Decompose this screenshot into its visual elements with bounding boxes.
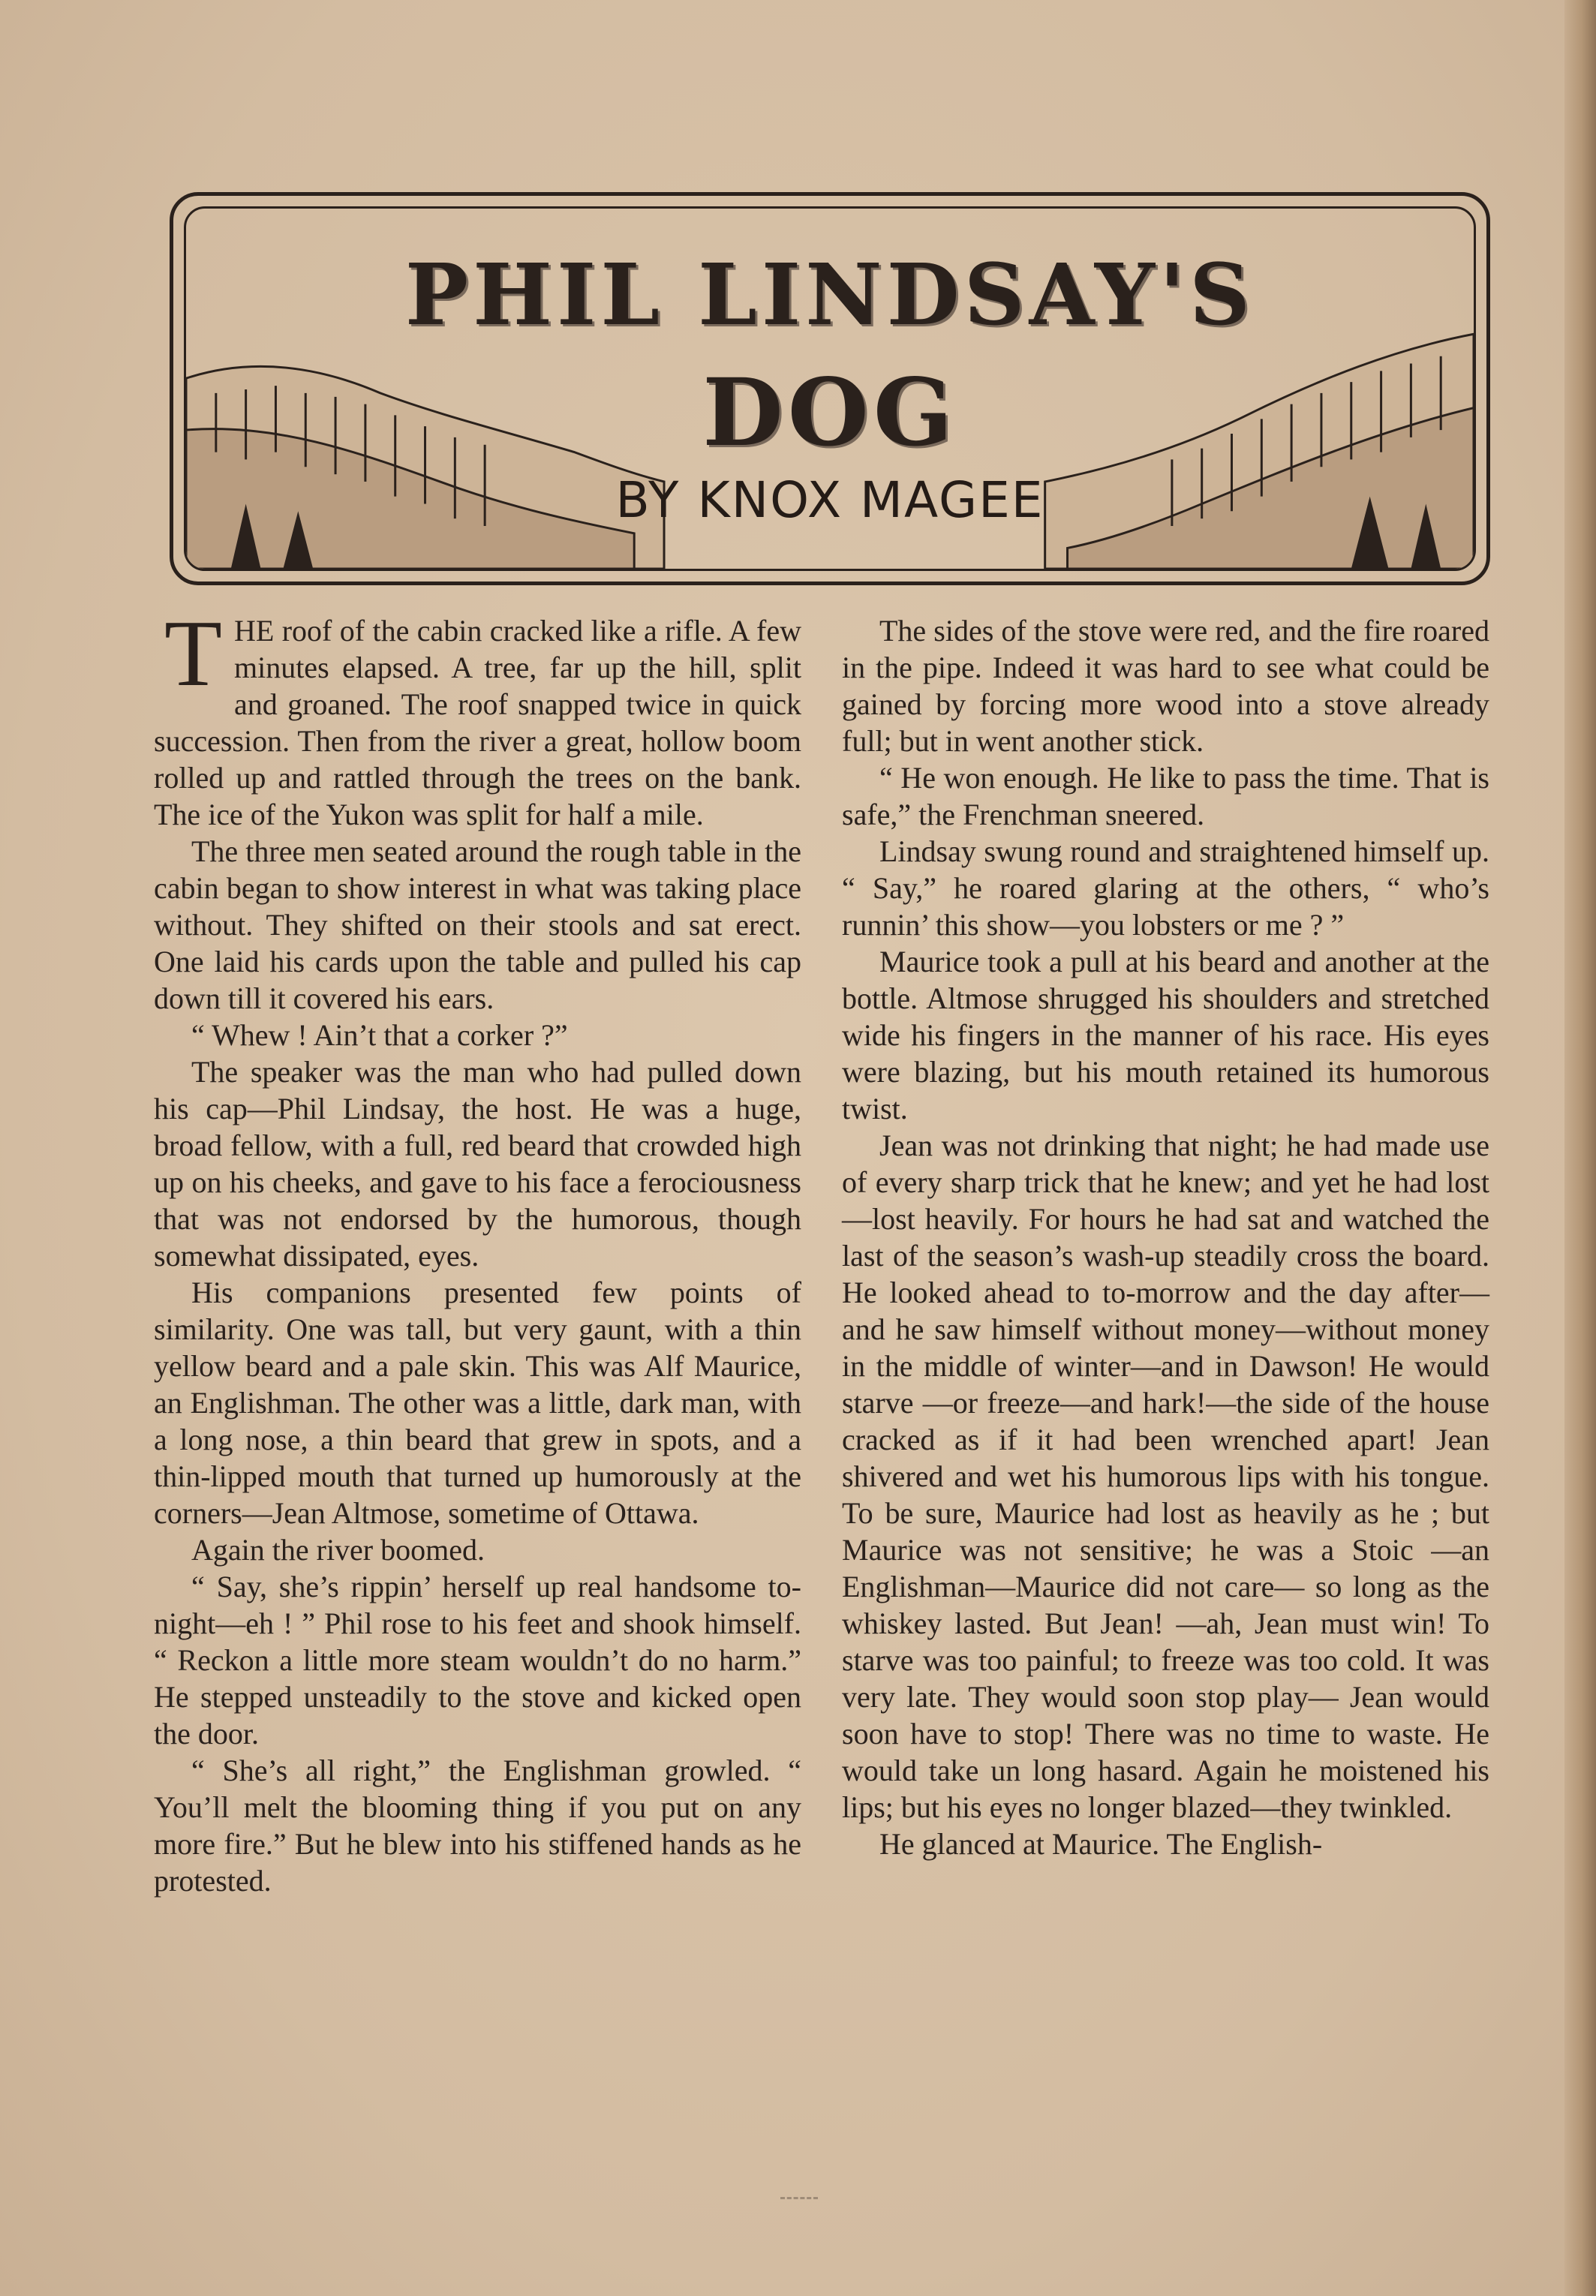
title-banner-inner (184, 206, 1476, 571)
paragraph: His companions presented few points of similarity. One was tall, but very gaunt, with a thin yellow beard and a pale skin. This was Alf Maurice, an Englishman. The other was a little, dark man, with a long nose, a thin beard that grew in spots, and a thin-lipped mouth that turned up humorously at the corners—Jean Altmose, sometime of Ottawa. (154, 1276, 801, 1530)
paragraph: “ She’s all right,” the Englishman growled. “ You’ll melt the blooming thing if you put on any more fire.” But he blew into his stiffened hands as he protested. (154, 1754, 801, 1898)
paragraph: “ He won enough. He like to pass the time. That is safe,” the Frenchman sneered. (842, 761, 1489, 831)
page-footer-mark (780, 2197, 818, 2202)
paragraph: Jean was not drinking that night; he had made use of every sharp trick that he knew; and yet he had lost—lost heavily. For hours he had sat and watched the last of the season’s wash-up steadily cross the board. He looked ahead to to-morrow and the day after—and he saw himself without money—without money in the middle of winter—and in Dawson! He would starve —or freeze—and hark!—the side of the house cracked as if it had been wrenched apart! Jean shivered and wet his humorous lips with his tongue. To be sure, Maurice had lost as heavily as he ; but Maurice was not sensitive; he was a Stoic —an Englishman—Maurice did not care— so long as the whiskey lasted. But Jean! —ah, Jean must win! To starve was too painful; to freeze was too cold. It was very late. They would soon stop play— Jean would soon have to stop! There was no time to waste. He would take un long hasard. Again he moistened his lips; but his eyes no longer blazed—they twinkled. (842, 1128, 1489, 1824)
paragraph: He glanced at Maurice. The English- (879, 1827, 1323, 1861)
left-column (154, 602, 801, 1899)
paragraph: Lindsay swung round and straightened himself up. “ Say,” he roared glaring at the others, “ who’s runnin’ this show—you lobsters or me ? ” (842, 834, 1489, 942)
title-banner (170, 192, 1490, 585)
story-title-line-2: DOG (702, 359, 957, 467)
author-byline: BY KNOX MAGEE (615, 471, 1044, 529)
paragraph: “ Whew ! Ain’t that a corker ?” (191, 1018, 568, 1052)
paragraph: The speaker was the man who had pulled down his cap—Phil Lindsay, the host. He was a huge, broad fellow, with a full, red beard that crowded high up on his cheeks, and gave to his face a ferociousness that was not endorsed by the humorous, though somewhat dissipated, eyes. (154, 1055, 801, 1273)
page-edge (1564, 0, 1596, 2296)
right-column (842, 612, 1489, 1862)
drop-cap: T (164, 602, 222, 706)
paragraph: The three men seated around the rough table in the cabin began to show interest in what was taking place without. They shifted on their stools and sat erect. One laid his cards upon the table and pulled his cap down till it covered his ears. (154, 834, 801, 1015)
paragraph: Again the river boomed. (191, 1533, 485, 1567)
paragraph-text: HE roof of the cabin cracked like a rifle. A few minutes elapsed. A tree, far up the hill, split and groaned. The roof snapped twice in quick succession. Then from the river a great, hollow boom rolled up and rattled through the trees on the bank. The ice of the Yukon was split for half a mile. (154, 614, 801, 831)
paragraph: Maurice took a pull at his beard and another at the bottle. Altmose shrugged his shoulders and stretched wide his fingers in the manner of his race. His eyes were blazing, but his mouth retained its humorous twist. (842, 945, 1489, 1125)
paragraph: The sides of the stove were red, and the fire roared in the pipe. Indeed it was hard to see what could be gained by forcing more wood into a stove already full; but in went another stick. (842, 614, 1489, 758)
paragraph (154, 602, 801, 833)
story-title-line-1: PHIL LINDSAY'S (404, 246, 1255, 344)
paragraph: “ Say, she’s rippin’ herself up real handsome to-night—eh ! ” Phil rose to his feet and shook himself. “ Reckon a little more steam wouldn’t do no harm.” He stepped unsteadily to the stove and kicked open the door. (154, 1570, 801, 1751)
